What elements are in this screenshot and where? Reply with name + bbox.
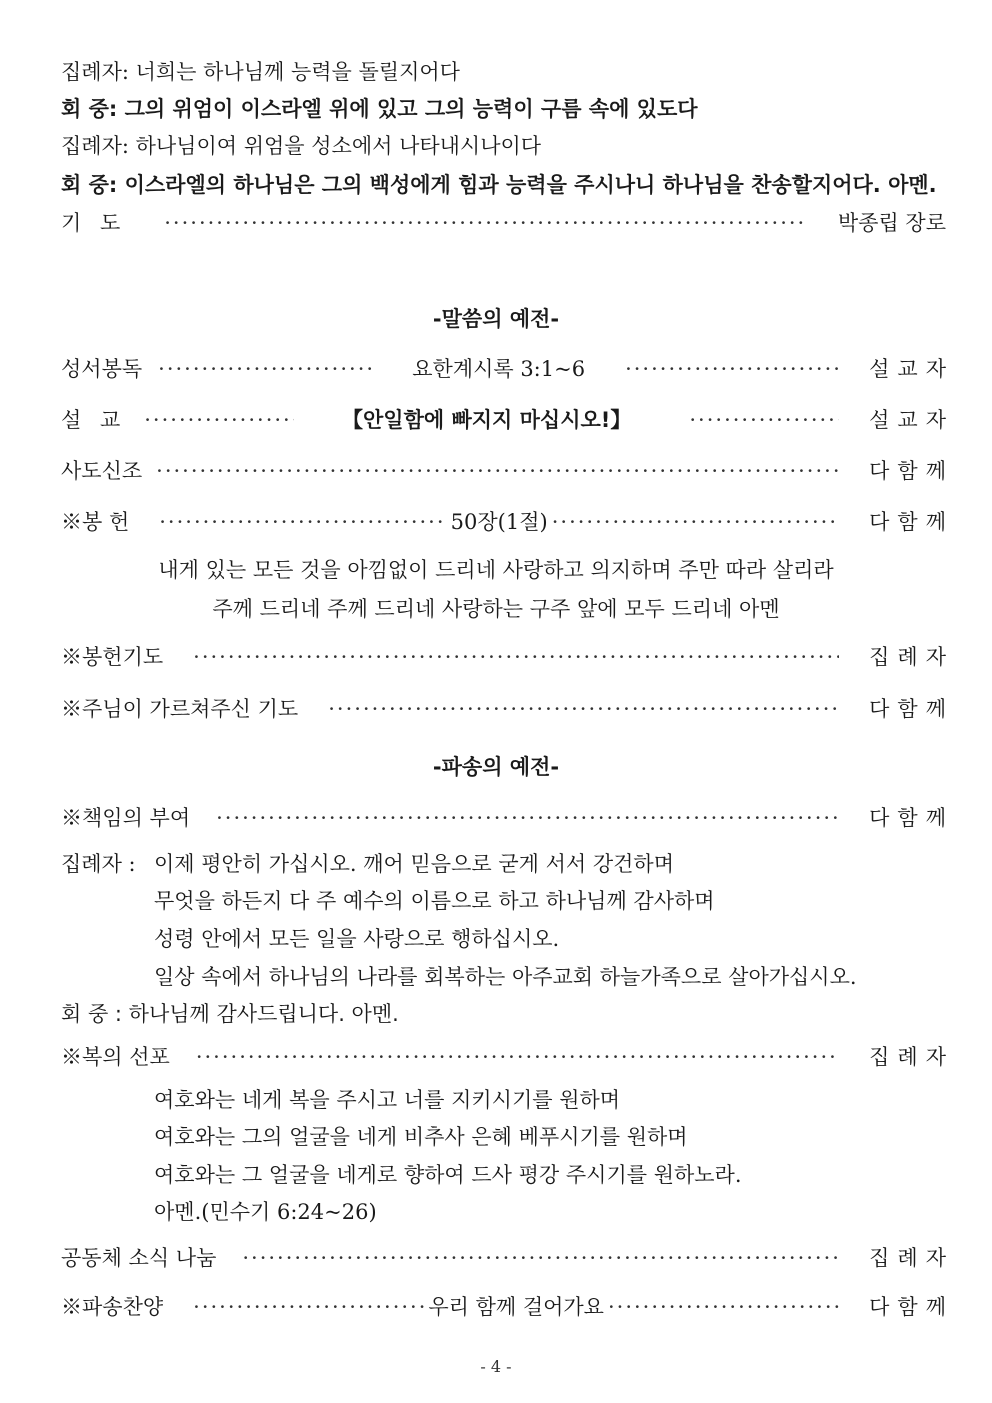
hymn-lyric-line-1: 내게 있는 모든 것을 아낌없이 드리네 사랑하고 의지하며 주만 따라 살리라 (158, 558, 834, 582)
news-row (61, 1243, 954, 1273)
offering-prayer-leader: 집례자 (869, 645, 954, 669)
reading-label: 성서봉독 (61, 357, 143, 381)
benediction-leader: 집례자 (869, 1045, 954, 1069)
benediction-row (61, 1042, 954, 1072)
benediction-label: ※복의 선포 (61, 1045, 170, 1069)
leader-dots (164, 208, 808, 238)
leader-dots (159, 507, 446, 537)
benediction-line-2: 여호와는 그의 얼굴을 네게 비추사 은혜 베푸시기를 원하며 (154, 1125, 688, 1149)
leader-dots (144, 405, 294, 435)
lords-prayer-leader: 다함께 (869, 697, 954, 721)
offering-label: ※봉 헌 (61, 510, 130, 534)
leader-line-3: 성령 안에서 모든 일을 사랑으로 행하십시오. (154, 927, 560, 951)
prayer-leader: 박종립 장로 (837, 211, 946, 235)
leader-label: 집례자 : (61, 852, 136, 876)
lords-prayer-row (61, 694, 954, 724)
responsive-line-2: 회 중: 그의 위엄이 이스라엘 위에 있고 그의 능력이 구름 속에 있도다 (61, 97, 698, 121)
sending-section-heading: -파송의 예전- (432, 755, 560, 779)
leader-dots (328, 694, 839, 724)
charge-leader: 다함께 (869, 806, 954, 830)
leader-dots (156, 456, 839, 486)
offering-row (61, 507, 954, 537)
sermon-title: 【안일함에 빠지지 마십시오!】 (342, 408, 632, 432)
benediction-line-4: 아멘.(민수기 6:24~26) (154, 1200, 377, 1224)
sermon-label: 설 교 (61, 408, 127, 432)
offering-prayer-label: ※봉헌기도 (61, 645, 164, 669)
news-leader: 집례자 (869, 1246, 954, 1270)
creed-leader: 다함께 (869, 459, 954, 483)
leader-dots (242, 1243, 839, 1273)
sending-hymn-leader: 다함께 (869, 1295, 954, 1319)
leader-dots (196, 1042, 839, 1072)
page-number: - 4 - (480, 1357, 512, 1376)
leader-line-4: 일상 속에서 하나님의 나라를 회복하는 아주교회 하늘가족으로 살아가십시오. (154, 965, 857, 989)
responsive-line-1: 집례자: 너희는 하나님께 능력을 돌릴지어다 (61, 60, 460, 84)
leader-line-1: 이제 평안히 가십시오. 깨어 믿음으로 굳게 서서 강건하며 (154, 852, 674, 876)
prayer-row (61, 208, 946, 238)
sending-hymn-row (61, 1292, 954, 1322)
leader-dots (689, 405, 839, 435)
word-section-heading: -말씀의 예전- (432, 307, 560, 331)
reading-row (61, 354, 954, 384)
leader-dots (552, 507, 839, 537)
leader-dots (216, 803, 839, 833)
leader-dots (625, 354, 839, 384)
prayer-label: 기 도 (61, 211, 127, 235)
leader-dots (608, 1292, 839, 1322)
offering-prayer-row (61, 642, 954, 672)
offering-leader: 다함께 (869, 510, 954, 534)
sending-hymn-label: ※파송찬양 (61, 1295, 164, 1319)
responsive-line-4: 회 중: 이스라엘의 하나님은 그의 백성에게 힘과 능력을 주시나니 하나님을 찬송할지어다. 아멘. (61, 173, 937, 197)
congregation-response: 회 중 : 하나님께 감사드립니다. 아멘. (61, 1002, 399, 1026)
hymn-lyric-line-2: 주께 드리네 주께 드리네 사랑하는 구주 앞에 모두 드리네 아멘 (212, 597, 780, 621)
creed-label: 사도신조 (61, 459, 143, 483)
responsive-line-3: 집례자: 하나님이여 위엄을 성소에서 나타내시나이다 (61, 134, 542, 158)
offering-hymn-number: 50장(1절) (450, 510, 548, 534)
lords-prayer-label: ※주님이 가르쳐주신 기도 (61, 697, 299, 721)
sermon-row (61, 405, 954, 435)
leader-dots (193, 1292, 424, 1322)
charge-row (61, 803, 954, 833)
benediction-line-1: 여호와는 네게 복을 주시고 너를 지키시기를 원하며 (154, 1088, 621, 1112)
creed-row (61, 456, 954, 486)
sending-hymn-title: 우리 함께 걸어가요 (428, 1295, 604, 1319)
reading-passage: 요한계시록 3:1~6 (412, 357, 586, 381)
leader-dots (193, 642, 839, 672)
charge-label: ※책임의 부여 (61, 806, 191, 830)
reading-leader: 설교자 (869, 357, 954, 381)
leader-line-2: 무엇을 하든지 다 주 예수의 이름으로 하고 하나님께 감사하며 (154, 889, 715, 913)
news-label: 공동체 소식 나눔 (61, 1246, 217, 1270)
benediction-line-3: 여호와는 그 얼굴을 네게로 향하여 드사 평강 주시기를 원하노라. (154, 1163, 742, 1187)
leader-dots (158, 354, 372, 384)
sermon-leader: 설교자 (869, 408, 954, 432)
